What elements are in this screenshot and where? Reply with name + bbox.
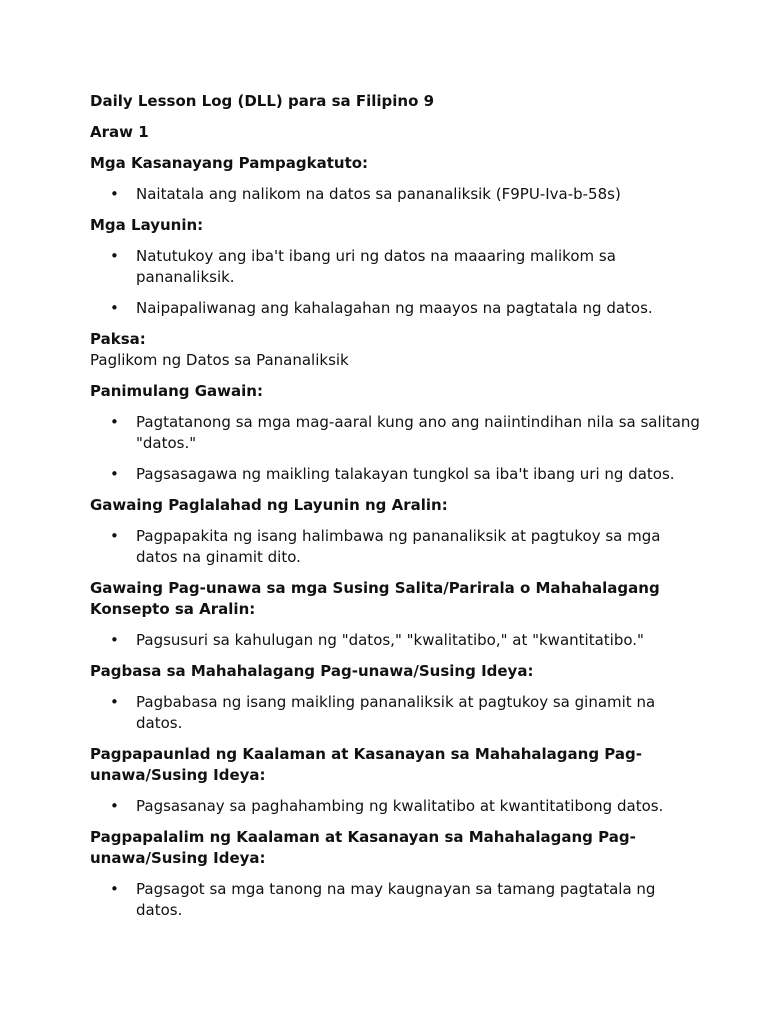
list-item: • Naipapaliwanag ang kahalagahan ng maayos na pagtatala ng datos. [110,299,653,317]
list-item: • Pagsasagawa ng maikling talakayan tungkol sa iba't ibang uri ng datos. [110,465,675,483]
topic-text: Paglikom ng Datos sa Pananaliksik [90,351,349,369]
list-item: • Pagbabasa ng isang maikling pananaliksik at pagtukoy sa ginamit na datos. [110,693,656,732]
day-label: Araw 1 [90,123,149,141]
presenting-objectives-list [90,526,700,568]
bullet-icon: • [110,247,119,265]
list-item: • Pagpapakita ng isang halimbawa ng pananaliksik at pagtukoy sa mga datos na ginamit dito. [110,527,661,566]
objectives-heading: Mga Layunin: [90,216,204,234]
reading-list [90,692,700,734]
deepening-list [90,879,700,921]
list-item: • Pagsagot sa mga tanong na may kaugnayan sa tamang pagtatala ng datos. [110,880,656,919]
bullet-icon: • [110,465,119,483]
development-list [90,796,700,817]
bullet-icon: • [110,299,119,317]
objectives-list [90,246,700,319]
key-terms-heading: Gawaing Pag-unawa sa mga Susing Salita/Parirala o Mahahalagang Konsepto sa Aralin: [90,579,660,618]
deepening-heading: Pagpapalalim ng Kaalaman at Kasanayan sa Mahahalagang Pag-unawa/Susing Ideya: [90,828,636,867]
list-item: • Pagsasanay sa paghahambing ng kwalitatibo at kwantitatibong datos. [110,797,664,815]
presenting-objectives-heading: Gawaing Paglalahad ng Layunin ng Aralin: [90,496,448,514]
bullet-icon: • [110,185,119,203]
list-item: • Naitatala ang nalikom na datos sa pananaliksik (F9PU-Iva-b-58s) [110,185,621,203]
list-item: • Natutukoy ang iba't ibang uri ng datos na maaaring malikom sa pananaliksik. [110,247,616,286]
bullet-icon: • [110,880,119,898]
bullet-icon: • [110,413,119,431]
list-item: • Pagsusuri sa kahulugan ng "datos," "kwalitatibo," at "kwantitatibo." [110,631,644,649]
reading-heading: Pagbasa sa Mahahalagang Pag-unawa/Susing Ideya: [90,662,534,680]
bullet-icon: • [110,527,119,545]
document-title: Daily Lesson Log (DLL) para sa Filipino 9 [90,92,435,110]
bullet-icon: • [110,797,119,815]
competencies-list [90,184,700,205]
document-page [90,91,700,931]
intro-activity-list [90,412,700,485]
bullet-icon: • [110,693,119,711]
bullet-icon: • [110,631,119,649]
intro-activity-heading: Panimulang Gawain: [90,382,263,400]
list-item: • Pagtatanong sa mga mag-aaral kung ano ang naiintindihan nila sa salitang "datos." [110,413,700,452]
development-heading: Pagpapaunlad ng Kaalaman at Kasanayan sa Mahahalagang Pag-unawa/Susing Ideya: [90,745,642,784]
competencies-heading: Mga Kasanayang Pampagkatuto: [90,154,369,172]
topic-heading: Paksa: [90,330,146,348]
key-terms-list [90,630,700,651]
